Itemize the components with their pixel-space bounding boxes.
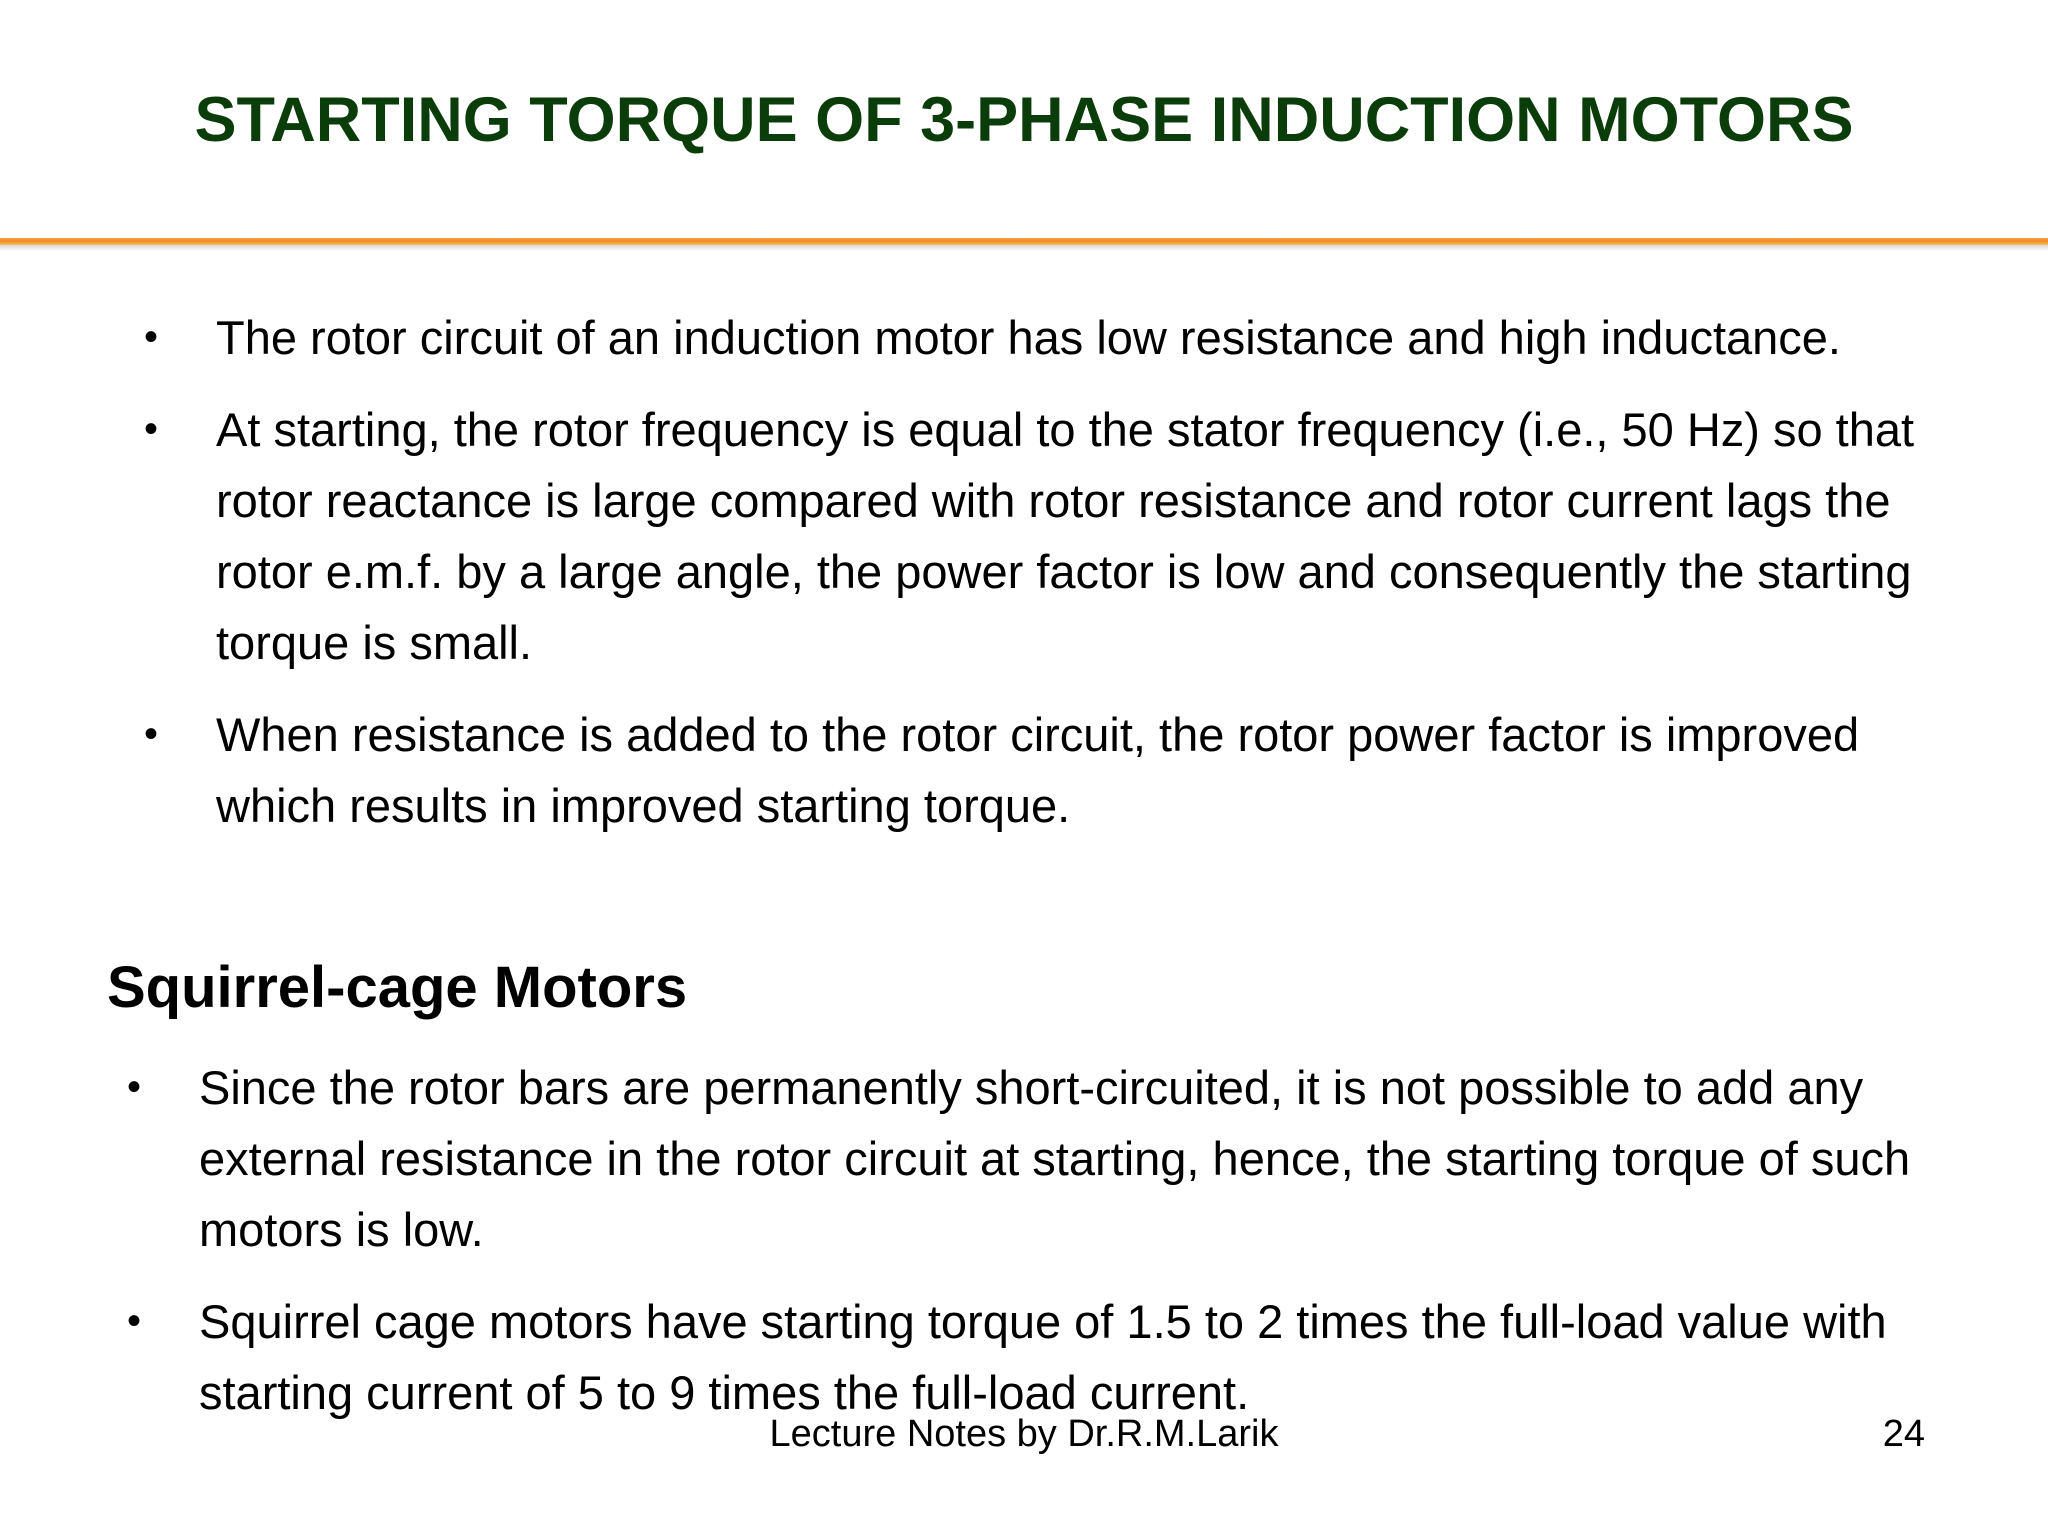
title-divider: [0, 238, 2048, 245]
bullet-text: Since the rotor bars are permanently short-circuited, it is not possible to add any external resistance in the rotor circuit at starting, hence, the starting torque of such motors is low.: [199, 1061, 1911, 1256]
footer-credit: Lecture Notes by Dr.R.M.Larik: [769, 1413, 1279, 1455]
bullet-dot: •: [144, 712, 159, 756]
title-divider-shadow: [0, 245, 2048, 251]
bullet-text: At starting, the rotor frequency is equal to the stator frequency (i.e., 50 Hz) so that rotor reactance is large compared with rotor resistance and rotor current lags the rotor e.m.f. by a large angle, the power factor is low and consequently the starting torque is small.: [216, 403, 1915, 669]
bullet-item: [123, 1286, 1963, 1428]
bullet-item: [140, 394, 1940, 678]
bullet-item: [123, 1052, 1963, 1265]
page-number: 24: [1882, 1413, 1925, 1455]
bullet-item: [140, 699, 1940, 841]
bullet-text: Squirrel cage motors have starting torque of 1.5 to 2 times the full-load value with starting current of 5 to 9 times the full-load current.: [199, 1295, 1887, 1419]
bullet-dot: •: [144, 407, 159, 451]
bullet-dot: •: [127, 1065, 142, 1109]
intro-bullet-list: [140, 302, 1940, 862]
section-heading: Squirrel-cage Motors: [107, 955, 688, 1020]
bullet-dot: •: [127, 1299, 142, 1343]
bullet-text: When resistance is added to the rotor circuit, the rotor power factor is improved which results in improved starting torque.: [216, 708, 1860, 832]
bullet-item: [140, 302, 1940, 373]
squirrel-cage-bullet-list: [123, 1052, 1963, 1449]
bullet-text: The rotor circuit of an induction motor has low resistance and high inductance.: [216, 311, 1841, 364]
bullet-dot: •: [144, 315, 159, 359]
slide-title: STARTING TORQUE OF 3-PHASE INDUCTION MOTORS: [194, 85, 1854, 155]
